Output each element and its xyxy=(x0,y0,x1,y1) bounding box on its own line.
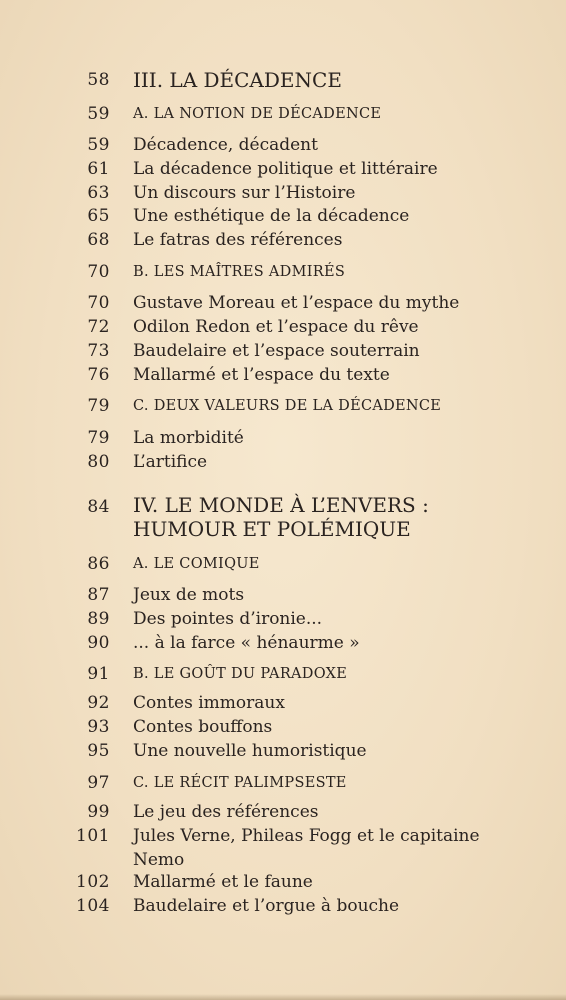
toc-page-number: 87 xyxy=(87,585,110,605)
toc-subsection-title: B. LES MAÎTRES ADMIRÉS xyxy=(133,264,346,280)
toc-page-number: 80 xyxy=(87,452,110,472)
toc-page-number: 73 xyxy=(87,341,110,361)
toc-item-title: Une nouvelle humoristique xyxy=(133,741,367,761)
toc-item-title: Jeux de mots xyxy=(133,585,245,605)
toc-item-title: Le jeu des références xyxy=(133,802,319,822)
toc-item-title: Mallarmé et le faune xyxy=(133,872,313,892)
toc-item-title: La morbidité xyxy=(133,428,244,448)
toc-subsection-title: B. LE GOÛT DU PARADOXE xyxy=(133,666,348,682)
toc-page-number: 95 xyxy=(87,741,110,761)
toc-page-number: 58 xyxy=(87,70,110,90)
toc-item-title: ... à la farce « hénaurme » xyxy=(133,633,360,653)
toc-page-number: 68 xyxy=(87,230,110,250)
toc-subsection-title: C. LE RÉCIT PALIMPSESTE xyxy=(133,775,347,791)
toc-page-number: 86 xyxy=(87,554,110,574)
toc-item-title: Baudelaire et l’espace souterrain xyxy=(133,341,420,361)
toc-item-title: Le fatras des références xyxy=(133,230,343,250)
toc-item-title: Jules Verne, Phileas Fogg et le capitaine Nemo xyxy=(133,826,480,870)
toc-page-number: 65 xyxy=(87,206,110,226)
toc-item-title: Baudelaire et l’orgue à bouche xyxy=(133,896,400,916)
toc-page-number: 59 xyxy=(87,104,110,124)
toc-subsection-title: A. LE COMIQUE xyxy=(133,556,260,572)
toc-page-number: 72 xyxy=(87,317,110,337)
toc-item-title: La décadence politique et littéraire xyxy=(133,159,438,179)
toc-item-title: Contes immoraux xyxy=(133,693,285,713)
toc-item-title: Mallarmé et l’espace du texte xyxy=(133,365,390,385)
toc-item-title: Décadence, décadent xyxy=(133,135,318,155)
toc-page-number: 76 xyxy=(87,365,110,385)
toc-page-number: 61 xyxy=(87,159,110,179)
toc-page-number: 99 xyxy=(87,802,110,822)
toc-item-title: L’artifice xyxy=(133,452,208,472)
toc-page-number: 102 xyxy=(76,872,110,892)
toc-part-title: IV. LE MONDE À L’ENVERS : HUMOUR ET POLÉMIQUE xyxy=(133,493,429,541)
toc-page-number: 91 xyxy=(87,664,110,684)
toc-item-title: Une esthétique de la décadence xyxy=(133,206,410,226)
toc-page-number: 90 xyxy=(87,633,110,653)
toc-page-number: 104 xyxy=(76,896,110,916)
toc-page-number: 92 xyxy=(87,693,110,713)
toc-page-number: 79 xyxy=(87,396,110,416)
toc-page-number: 84 xyxy=(87,497,110,517)
toc-item-title: Des pointes d’ironie... xyxy=(133,609,323,629)
toc-subsection-title: C. DEUX VALEURS DE LA DÉCADENCE xyxy=(133,398,442,414)
toc-page-number: 93 xyxy=(87,717,110,737)
toc-part-title: III. LA DÉCADENCE xyxy=(133,68,342,92)
toc-item-title: Un discours sur l’Histoire xyxy=(133,183,356,203)
toc-page-number: 63 xyxy=(87,183,110,203)
toc-page-number: 59 xyxy=(87,135,110,155)
toc-page-number: 97 xyxy=(87,773,110,793)
toc-item-title: Odilon Redon et l’espace du rêve xyxy=(133,317,419,337)
toc-page-number: 101 xyxy=(76,826,110,846)
toc-page-number: 89 xyxy=(87,609,110,629)
toc-page-number: 70 xyxy=(87,262,110,282)
toc-item-title: Contes bouffons xyxy=(133,717,273,737)
page-edge-shadow xyxy=(0,994,566,1000)
toc-page-number: 79 xyxy=(87,428,110,448)
toc-item-title: Gustave Moreau et l’espace du mythe xyxy=(133,293,460,313)
toc-page-number: 70 xyxy=(87,293,110,313)
toc-subsection-title: A. LA NOTION DE DÉCADENCE xyxy=(133,106,382,122)
